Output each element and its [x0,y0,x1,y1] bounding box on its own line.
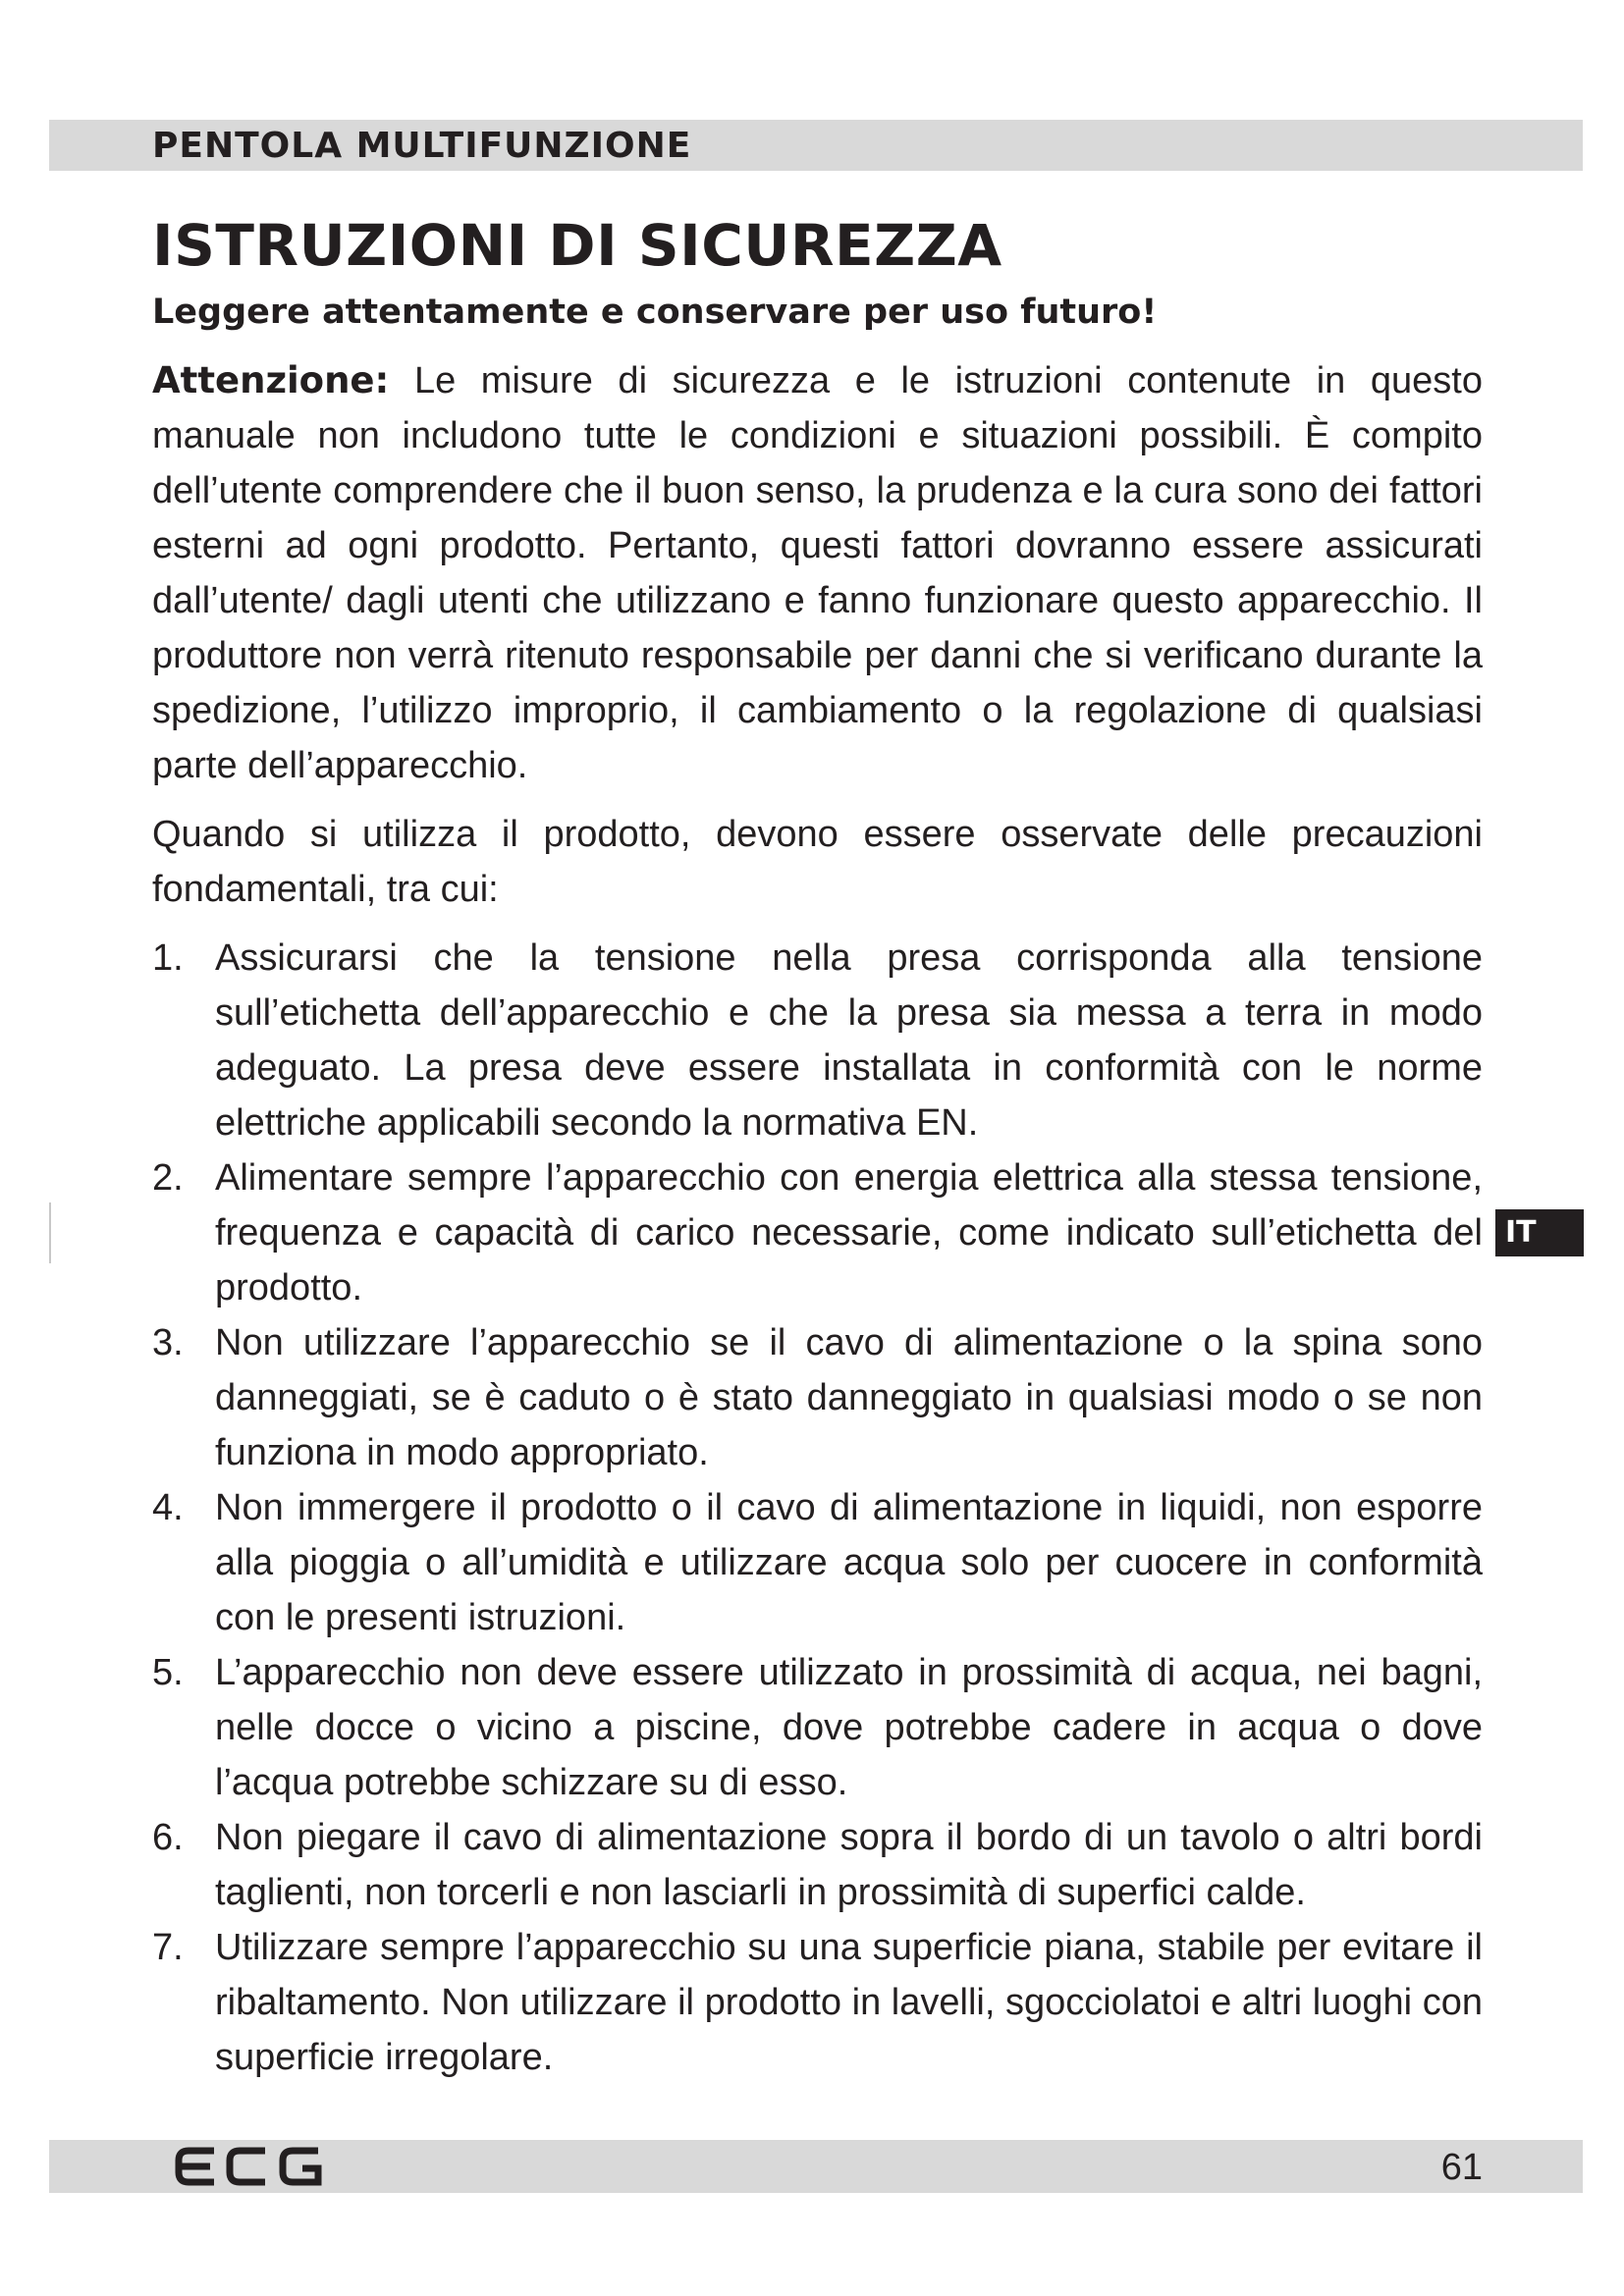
list-item [152,1920,1483,2085]
main-content [152,206,1483,2085]
list-item-text: Utilizzare sempre l’apparecchio su una superficie piana, stabile per evitare il ribaltamento. Non utilizzare il prodotto in lavelli, sgocciolatoi e altri luoghi con superficie irregolare. [215,1927,1483,2078]
list-item [152,931,1483,1150]
list-item-number: 2. [152,1157,184,1199]
list-item-text: L’apparecchio non deve essere utilizzato in prossimità di acqua, nei bagni, nelle docce o vicino a piscine, dove potrebbe cadere in acqua o dove l’acqua potrebbe schizzare su di esso. [215,1652,1483,1803]
language-tab: IT [1495,1209,1584,1256]
list-item-text: Non utilizzare l’apparecchio se il cavo di alimentazione o la spina sono danneggiati, se è caduto o è stato danneggiato in qualsiasi modo o se non funziona in modo appropriato. [215,1322,1483,1473]
list-item [152,1315,1483,1480]
list-item [152,1150,1483,1315]
list-item [152,1645,1483,1810]
ecg-logo-icon [175,2147,322,2191]
list-item-number: 3. [152,1322,184,1363]
warning-text: Le misure di sicurezza e le istruzioni contenute in questo manuale non includono tutte le condizioni e situazioni possibili. È compito dell’utente comprendere che il buon senso, la prudenza e la cura sono dei fattori esterni ad ogni prodotto. Pertanto, questi fattori dovranno essere assicurati dall’utente/ dagli utenti che utilizzano e fanno funzionare questo apparecchio. Il produttore non verrà ritenuto responsabile per danni che si verificano durante la spedizione, l’utilizzo improprio, il cambiamento o la regolazione di qualsiasi parte dell’apparecchio. [152,360,1483,786]
list-item-text: Assicurarsi che la tensione nella presa corrisponda alla tensione sull’etichetta dell’apparecchio e che la presa sia messa a terra in modo adeguato. La presa deve essere installata in conformità con le norme elettriche applicabili secondo la normativa EN. [215,937,1483,1144]
ecg-logo-mark [175,2147,322,2186]
list-item [152,1480,1483,1645]
page-number: 61 [1440,2147,1483,2188]
warning-label: Attenzione: [152,359,390,401]
list-item-text: Non immergere il prodotto o il cavo di alimentazione in liquidi, non esporre alla pioggia o all’umidità e utilizzare acqua solo per cuocere in conformità con le presenti istruzioni. [215,1487,1483,1638]
list-item-number: 4. [152,1487,184,1528]
list-item-text: Non piegare il cavo di alimentazione sopra il bordo di un tavolo o altri bordi taglienti, non torcerli e non lasciarli in prossimità di superfici calde. [215,1817,1483,1913]
side-divider [49,1202,51,1263]
safety-rules-list [152,931,1483,2085]
section-title: ISTRUZIONI DI SICUREZZA [152,212,1002,279]
header-bar [49,120,1583,171]
warning-paragraph [152,353,1483,793]
list-item-number: 1. [152,937,184,979]
intro-paragraph: Quando si utilizza il prodotto, devono essere osservate delle precauzioni fondamentali, tra cui: [152,814,1483,910]
list-item [152,1810,1483,1920]
list-item-number: 6. [152,1817,184,1858]
header-title: PENTOLA MULTIFUNZIONE [152,126,692,166]
list-item-text: Alimentare sempre l’apparecchio con energia elettrica alla stessa tensione, frequenza e capacità di carico necessarie, come indicato sull’etichetta del prodotto. [215,1157,1483,1308]
section-subtitle: Leggere attentamente e conservare per uso futuro! [152,293,1158,332]
list-item-number: 5. [152,1652,184,1693]
list-item-number: 7. [152,1927,184,1968]
